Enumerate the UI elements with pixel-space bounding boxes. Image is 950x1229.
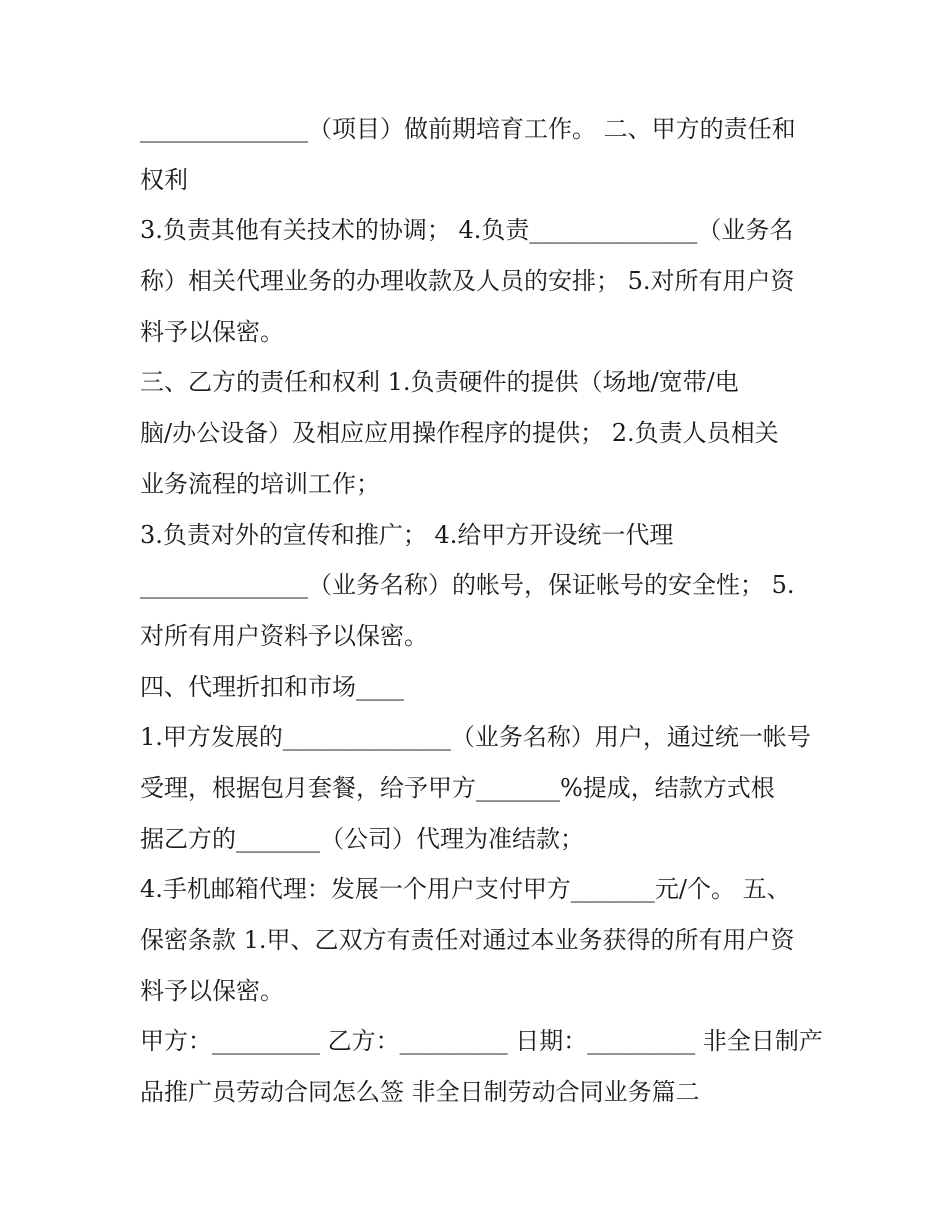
text-line-11: 对所有用户资料予以保密。 bbox=[140, 621, 428, 650]
text-line-20: 品推广员劳动合同怎么签 非全日制劳动合同业务篇二 bbox=[140, 1078, 700, 1107]
text-line-17: 保密条款 1.甲、乙双方有责任对通过本业务获得的所有用户资 bbox=[140, 926, 795, 954]
text-line-6: 三、乙方的责任和权利 1.负责硬件的提供（场地/宽带/电 bbox=[140, 368, 739, 397]
text-line-13: 1.甲方发展的______________（业务名称）用户，通过统一帐号 bbox=[140, 723, 811, 752]
text-line-1: ______________（项目）做前期培育工作。 二、甲方的责任和 bbox=[140, 115, 796, 143]
text-line-14: 受理，根据包月套餐，给予甲方_______%提成，结款方式根 bbox=[140, 773, 775, 802]
text-line-16: 4.手机邮箱代理：发展一个用户支付甲方_______元/个。 五、 bbox=[140, 875, 791, 904]
document-body bbox=[140, 104, 823, 1118]
text-line-15: 据乙方的_______（公司）代理为准结款； bbox=[140, 824, 584, 853]
text-line-2: 权利 bbox=[140, 165, 188, 194]
text-line-19: 甲方：_________ 乙方：_________ 日期：_________ 非全日制产 bbox=[140, 1027, 823, 1056]
text-line-10: ______________（业务名称）的帐号，保证帐号的安全性； 5. bbox=[140, 571, 795, 600]
text-line-5: 料予以保密。 bbox=[140, 317, 284, 346]
text-line-18: 料予以保密。 bbox=[140, 976, 284, 1005]
text-line-12: 四、代理折扣和市场____ bbox=[140, 672, 404, 701]
text-line-8: 业务流程的培训工作； bbox=[140, 469, 380, 498]
text-line-3: 3.负责其他有关技术的协调； 4.负责______________（业务名 bbox=[140, 216, 794, 245]
text-line-7: 脑/办公设备）及相应应用操作程序的提供； 2.负责人员相关 bbox=[140, 419, 779, 448]
text-line-9: 3.负责对外的宣传和推广； 4.给甲方开设统一代理 bbox=[140, 520, 674, 549]
text-line-4: 称）相关代理业务的办理收款及人员的安排； 5.对所有用户资 bbox=[140, 267, 795, 296]
